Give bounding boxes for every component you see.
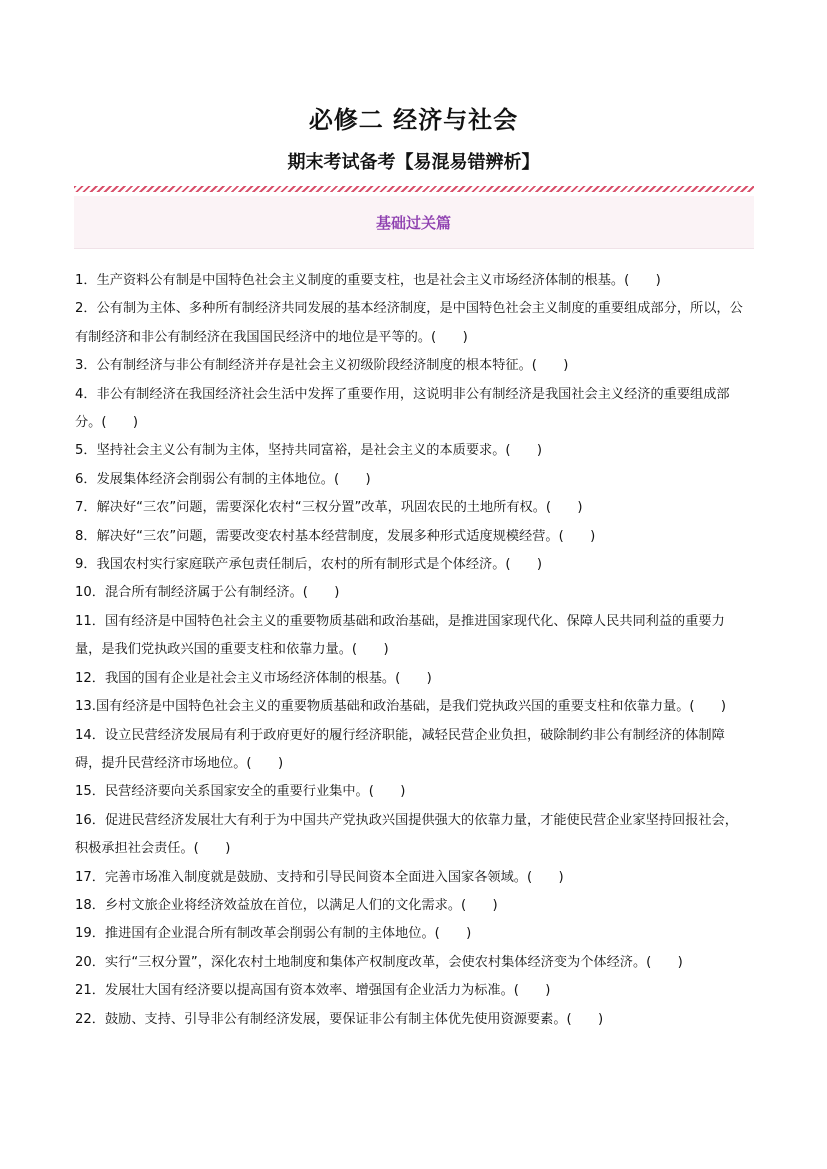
- question-item: 21．发展壮大国有经济要以提高国有资本效率、增强国有企业活力为标准。( ): [75, 983, 551, 999]
- question-item: 17．完善市场准入制度就是鼓励、支持和引导民间资本全面进入国家各领域。( ): [75, 869, 564, 885]
- question-item: 5．坚持社会主义公有制为主体，坚持共同富裕，是社会主义的本质要求。( ): [75, 443, 543, 459]
- question-item: 3．公有制经济与非公有制经济并存是社会主义初级阶段经济制度的根本特征。( ): [75, 358, 569, 374]
- question-item: 11．国有经济是中国特色社会主义的重要物质基础和政治基础，是推进国家现代化、保障人民共同利益的重要力量，是我们党执政兴国的重要支柱和依靠力量。( ): [75, 613, 725, 658]
- question-item: 14．设立民营经济发展局有利于政府更好的履行经济职能，减轻民营企业负担，破除制约非公有制经济的体制障碍，提升民营经济市场地位。( ): [75, 727, 725, 771]
- page-title: 必修二 经济与社会: [308, 105, 519, 134]
- question-item: 15．民营经济要向关系国家安全的重要行业集中。( ): [75, 784, 406, 800]
- question-item: 12．我国的国有企业是社会主义市场经济体制的根基。( ): [75, 670, 432, 686]
- question-item: 22．鼓励、支持、引导非公有制经济发展，要保证非公有制主体优先使用资源要素。( ): [75, 1011, 604, 1027]
- decorative-divider: [74, 186, 754, 192]
- question-item: 4．非公有制经济在我国经济社会生活中发挥了重要作用，这说明非公有制经济是我国社会主义经济的重要组成部分。( ): [75, 386, 730, 431]
- question-item: 19．推进国有企业混合所有制改革会削弱公有制的主体地位。( ): [75, 926, 472, 942]
- page-subtitle: 期末考试备考【易混易错辨析】: [287, 152, 540, 173]
- question-item: 18．乡村文旅企业将经济效益放在首位，以满足人们的文化需求。( ): [75, 897, 498, 913]
- question-item: 16．促进民营经济发展壮大有利于为中国共产党执政兴国提供强大的依靠力量，才能使民营企业家坚持回报社会，积极承担社会责任。( ): [75, 812, 738, 857]
- question-item: 13.国有经济是中国特色社会主义的重要物质基础和政治基础，是我们党执政兴国的重要支柱和依靠力量。( ): [75, 699, 727, 715]
- question-item: 20．实行“三权分置”，深化农村土地制度和集体产权制度改革，会使农村集体经济变为个体经济。( ): [75, 954, 683, 970]
- question-item: 10．混合所有制经济属于公有制经济。( ): [75, 585, 340, 601]
- question-item: 7．解决好“三农”问题，需要深化农村“三权分置”改革，巩固农民的土地所有权。( ): [75, 500, 583, 516]
- question-item: 9．我国农村实行家庭联产承包责任制后，农村的所有制形式是个体经济。( ): [75, 557, 543, 573]
- question-item: 2．公有制为主体、多种所有制经济共同发展的基本经济制度，是中国特色社会主义制度的重要组成部分，所以，公有制经济和非公有制经济在我国国民经济中的地位是平等的。( ): [75, 301, 743, 345]
- question-item: 1．生产资料公有制是中国特色社会主义制度的重要支柱，也是社会主义市场经济体制的根基。( ): [75, 273, 661, 288]
- question-list: [75, 267, 750, 1034]
- question-item: 6．发展集体经济会削弱公有制的主体地位。( ): [75, 471, 371, 487]
- question-item: 8．解决好“三农”问题，需要改变农村基本经营制度，发展多种形式适度规模经营。( ): [75, 528, 596, 544]
- section-title: 基础过关篇: [375, 214, 451, 232]
